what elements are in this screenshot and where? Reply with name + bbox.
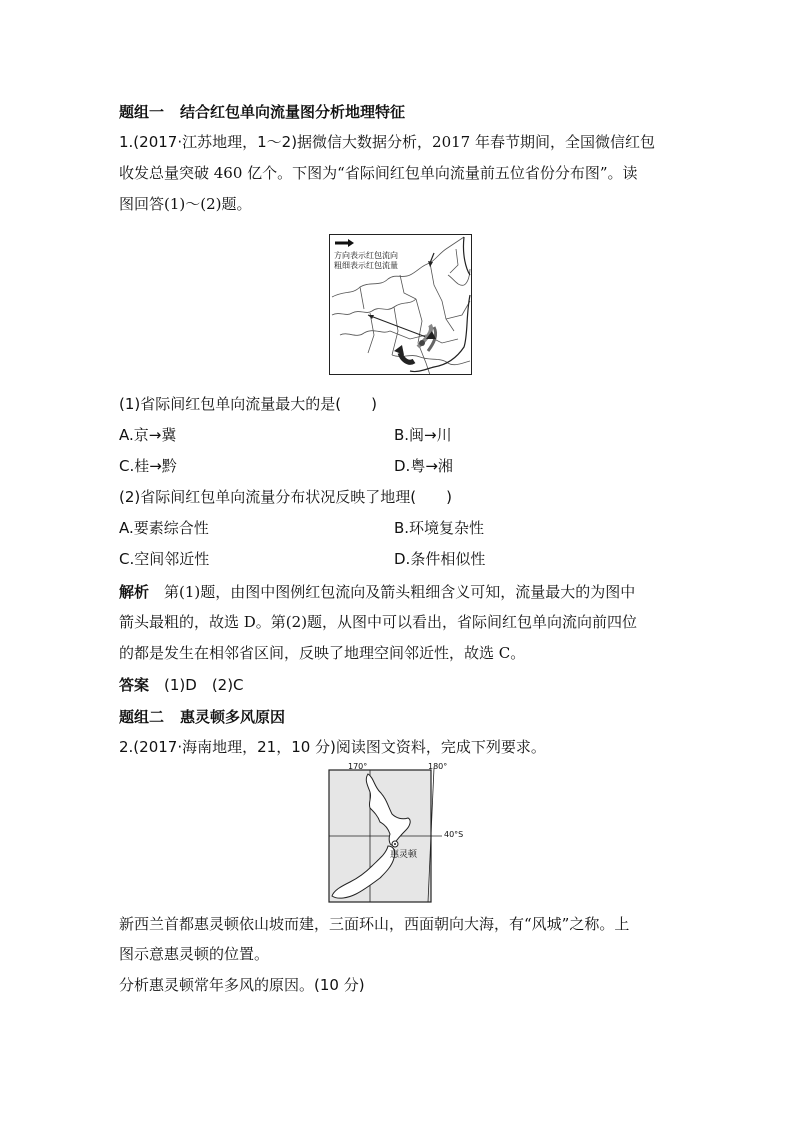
q1-sub1-option-a[interactable]: A.京→冀 <box>119 426 177 444</box>
q1-analysis-label: 解析 <box>119 583 150 601</box>
group1-heading <box>119 102 405 122</box>
map-lon-180: 180° <box>428 762 448 771</box>
q1-sub2-option-b[interactable]: B.环境复杂性 <box>394 519 485 537</box>
q2-stem-text: 阅读图文资料，完成下列要求。 <box>335 738 546 756</box>
group2-heading <box>119 707 285 727</box>
q1-answer-label: 答案 <box>119 676 150 694</box>
group1-heading-text: 结合红包单向流量图分析地理特征 <box>180 103 406 121</box>
q2-desc-line2: 图示意惠灵顿的位置。 <box>119 945 270 963</box>
q1-stem-line2: 收发总量突破 460 亿个。下图为“省际间红包单向流量前五位省份分布图”。读 <box>119 164 638 182</box>
q1-answer-text: (1)D (2)C <box>149 676 244 694</box>
q2-task: 分析惠灵顿常年多风的原因。(10 分) <box>119 976 365 994</box>
q1-stem-text1: 据微信大数据分析，2017 年春节期间，全国微信红包 <box>297 133 655 151</box>
q1-answer <box>119 675 244 695</box>
q1-sub1-option-d[interactable]: D.粤→湘 <box>394 457 453 475</box>
map-lat-40s: 40°S <box>444 830 464 839</box>
map-legend-line2: 粗细表示红包流量 <box>334 261 398 270</box>
red-envelope-flow-map <box>329 234 472 375</box>
new-zealand-map <box>328 762 478 904</box>
map-legend-line1: 方向表示红包流向 <box>334 251 398 260</box>
q1-analysis-line1 <box>119 582 635 602</box>
q1-sub2-option-c[interactable]: C.空间邻近性 <box>119 550 210 568</box>
q1-sub1-option-b[interactable]: B.闽→川 <box>394 426 452 444</box>
q2-stem <box>119 737 546 757</box>
q2-source: 2.(2017·海南地理，21，10 分) <box>119 738 336 756</box>
q1-sub1: (1)省际间红包单向流量最大的是( ) <box>119 395 377 413</box>
group1-heading-label: 题组一 <box>119 103 165 121</box>
q1-stem-line1 <box>119 132 655 152</box>
q1-sub2-option-a[interactable]: A.要素综合性 <box>119 519 209 537</box>
q1-source: 1.(2017·江苏地理，1～2) <box>119 133 298 151</box>
q1-stem-line3: 图回答(1)～(2)题。 <box>119 195 252 213</box>
q1-sub1-option-c[interactable]: C.桂→黔 <box>119 457 177 475</box>
q1-analysis-line3: 的都是发生在相邻省区间，反映了地理空间邻近性，故选 C。 <box>119 644 526 662</box>
q2-desc-line1: 新西兰首都惠灵顿依山坡而建，三面环山，西面朝向大海，有“风城”之称。上 <box>119 915 630 933</box>
map-legend <box>334 251 398 271</box>
q1-sub2-option-d[interactable]: D.条件相似性 <box>394 550 486 568</box>
group2-heading-text: 惠灵顿多风原因 <box>180 708 286 726</box>
q1-analysis-text1: 第(1)题，由图中图例红包流向及箭头粗细含义可知，流量最大的为图中 <box>149 583 636 601</box>
q1-sub2: (2)省际间红包单向流量分布状况反映了地理( ) <box>119 488 452 506</box>
map-city-wellington: 惠灵顿 <box>390 850 418 860</box>
q1-analysis-line2: 箭头最粗的，故选 D。第(2)题，从图中可以看出，省际间红包单向流向前四位 <box>119 613 638 631</box>
map-lon-170: 170° <box>348 762 368 771</box>
group2-heading-label: 题组二 <box>119 708 165 726</box>
